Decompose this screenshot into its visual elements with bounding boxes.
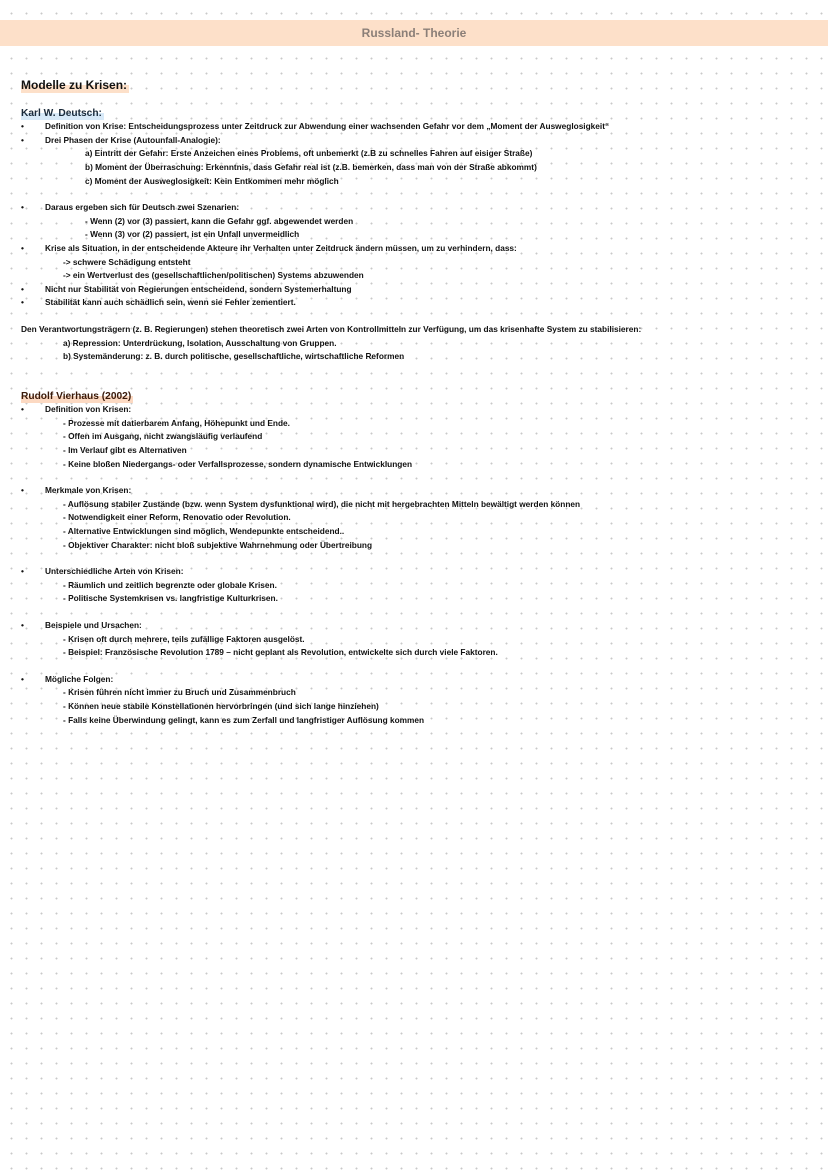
page-title: Russland- Theorie <box>361 26 467 40</box>
deutsch-phases-title: • Drei Phasen der Krise (Autounfall-Analogie): <box>21 134 811 148</box>
vierhaus-item: - Alternative Entwicklungen sind möglich, Wendepunkte entscheidend.. <box>63 526 345 537</box>
deutsch-phase-item: a) Eintritt der Gefahr: Erste Anzeichen eines Problems, oft unbemerkt (z.B zu schnelles Fahren auf eisiger Straße) <box>85 148 533 159</box>
deutsch-control-item: b) Systemänderung: z. B. durch politische, gesellschaftliche, wirtschaftliche Reformen <box>63 351 405 362</box>
vierhaus-item: - Können neue stabile Konstellationen hervorbringen (und sich lange hinziehen) <box>63 700 379 711</box>
vierhaus-item: - Keine bloßen Niedergangs- oder Verfallsprozesse, sondern dynamische Entwicklungen <box>63 458 413 469</box>
vierhaus-item: - Beispiel: Französische Revolution 1789 – nicht geplant als Revolution, entwickelte sich durch viele Faktoren. <box>63 647 498 658</box>
deutsch-situation-item: -> ein Wertverlust des (gesellschaftlichen/politischen) Systems abzuwenden <box>63 270 364 281</box>
deutsch-harmful: • Stabilität kann auch schädlich sein, wenn sie Fehler zementiert. <box>21 296 811 310</box>
document-body <box>21 77 811 727</box>
vierhaus-item: - Auflösung stabiler Zustände (bzw. wenn System dysfunktional wird), die nicht mit hergebrachten Mitteln bewältigt werden können <box>63 498 581 509</box>
vierhaus-group-title: • Merkmale von Krisen: <box>21 484 811 498</box>
deutsch-phase-item: c) Moment der Ausweglosigkeit: Kein Entkommen mehr möglich <box>85 175 339 186</box>
vierhaus-group-title: • Definition von Krisen: <box>21 403 811 417</box>
vierhaus-item: - Offen im Ausgang, nicht zwangsläufig verlaufend <box>63 431 263 442</box>
deutsch-stability: • Nicht nur Stabilität von Regierungen entscheidend, sondern Systemerhaltung <box>21 283 811 297</box>
vierhaus-item: - Räumlich und zeitlich begrenzte oder globale Krisen. <box>63 579 277 590</box>
vierhaus-item: - Objektiver Charakter: nicht bloß subjektive Wahrnehmung oder Übertreibung <box>63 539 373 550</box>
vierhaus-item: - Krisen führen nicht immer zu Bruch und Zusammenbruch <box>63 687 296 698</box>
vierhaus-item: - Krisen oft durch mehrere, teils zufällige Faktoren ausgelöst. <box>63 633 305 644</box>
vierhaus-group-title: • Beispiele und Ursachen: <box>21 619 811 633</box>
vierhaus-item: - Falls keine Überwindung gelingt, kann es zum Zerfall und langfristiger Auflösung kommen <box>63 714 425 725</box>
deutsch-scenario-item: - Wenn (2) vor (3) passiert, kann die Gefahr ggf. abgewendet werden <box>85 215 354 226</box>
deutsch-control-item: a) Repression: Unterdrückung, Isolation, Ausschaltung von Gruppen. <box>63 337 337 348</box>
vierhaus-item: - Notwendigkeit einer Reform, Renovatio oder Revolution. <box>63 512 291 523</box>
deutsch-situation-item: -> schwere Schädigung entsteht <box>63 256 191 267</box>
vierhaus-item: - Politische Systemkrisen vs. langfristige Kulturkrisen. <box>63 593 278 604</box>
deutsch-phase-item: b) Moment der Überraschung: Erkenntnis, dass Gefahr real ist (z.B. bemerken, dass man von der Straße abkommt) <box>85 161 537 172</box>
main-heading: Modelle zu Krisen: <box>21 78 128 92</box>
deutsch-control-intro: Den Verantwortungsträgern (z. B. Regierungen) stehen theoretisch zwei Arten von Kontrollmitteln zur Verfügung, um das krisenhafte System zu stabilisieren: <box>21 323 642 334</box>
vierhaus-heading: Rudolf Vierhaus (2002) <box>21 390 132 402</box>
vierhaus-item: - Im Verlauf gibt es Alternativen <box>63 445 187 456</box>
vierhaus-item: - Prozesse mit datierbarem Anfang, Höhepunkt und Ende. <box>63 417 290 428</box>
vierhaus-group-title: • Unterschiedliche Arten von Krisen: <box>21 565 811 579</box>
deutsch-scenario-item: - Wenn (3) vor (2) passiert, ist ein Unfall unvermeidlich <box>85 229 300 240</box>
header-bar <box>0 20 828 46</box>
deutsch-definition: • Definition von Krise: Entscheidungsprozess unter Zeitdruck zur Abwendung einer wachsenden Gefahr vor dem „Moment der Ausweglosigkeit“ <box>21 120 811 134</box>
vierhaus-group-title: • Mögliche Folgen: <box>21 673 811 687</box>
deutsch-situation: • Krise als Situation, in der entscheidende Akteure ihr Verhalten unter Zeitdruck ändern müssen, um zu verhindern, dass: <box>21 242 811 256</box>
deutsch-scenarios-title: • Daraus ergeben sich für Deutsch zwei Szenarien: <box>21 201 811 215</box>
deutsch-heading: Karl W. Deutsch: <box>21 107 102 119</box>
